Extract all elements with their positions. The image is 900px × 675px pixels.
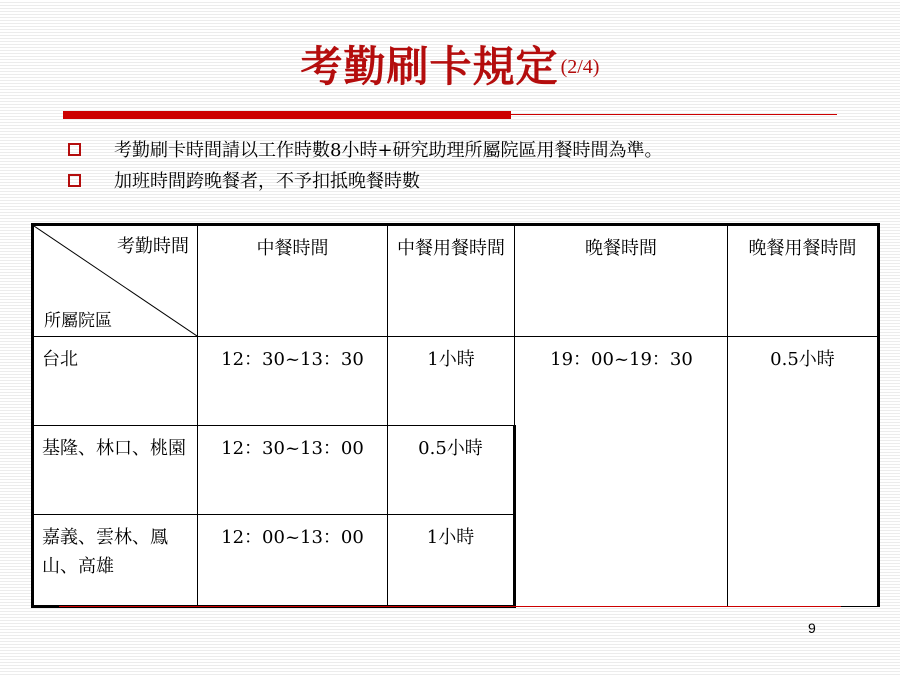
corner-header-cell: [33, 225, 198, 337]
slide-title: 考勤刷卡規定: [300, 42, 559, 91]
corner-header-area: 所屬院區: [44, 311, 112, 331]
area-cell: 基隆、林口、桃園: [33, 426, 198, 515]
page-number: 9: [808, 620, 816, 636]
square-bullet-icon: [68, 143, 81, 156]
header-dinner-time: 晚餐時間: [515, 225, 728, 337]
bullet-text: 考勤刷卡時間請以工作時數8小時+研究助理所屬院區用餐時間為準。: [114, 140, 663, 161]
area-cell: 嘉義、雲林、鳳山、高雄: [33, 515, 198, 607]
lunch-hours-cell: 1小時: [388, 337, 515, 426]
title-underline-thin: [511, 114, 837, 115]
slide-title-suffix: (2/4): [560, 56, 600, 78]
footer-rule: [59, 606, 841, 607]
header-dinner-hours: 晚餐用餐時間: [728, 225, 879, 337]
slide-title-wrap: [0, 34, 900, 94]
title-underline-thick: [63, 111, 511, 119]
bullet-item: [62, 140, 822, 161]
lunch-hours-cell: 1小時: [388, 515, 515, 607]
lunch-time-cell: 12：30~13：00: [198, 426, 388, 515]
bullet-list: [62, 140, 822, 202]
area-cell: 台北: [33, 337, 198, 426]
lunch-hours-cell: 0.5小時: [388, 426, 515, 515]
table-header-row: [33, 225, 879, 337]
dinner-time-cell: 19：00~19：30: [515, 337, 728, 607]
lunch-time-cell: 12：00~13：00: [198, 515, 388, 607]
header-lunch-hours: 中餐用餐時間: [388, 225, 515, 337]
corner-header-time: 考勤時間: [117, 236, 189, 257]
lunch-time-cell: 12：30~13：30: [198, 337, 388, 426]
bullet-item: [62, 171, 822, 192]
square-bullet-icon: [68, 174, 81, 187]
table-row: [33, 337, 879, 426]
bullet-text: 加班時間跨晚餐者，不予扣抵晚餐時數: [114, 171, 420, 192]
dinner-hours-cell: 0.5小時: [728, 337, 879, 607]
header-lunch-time: 中餐時間: [198, 225, 388, 337]
meal-time-table: [31, 223, 880, 608]
